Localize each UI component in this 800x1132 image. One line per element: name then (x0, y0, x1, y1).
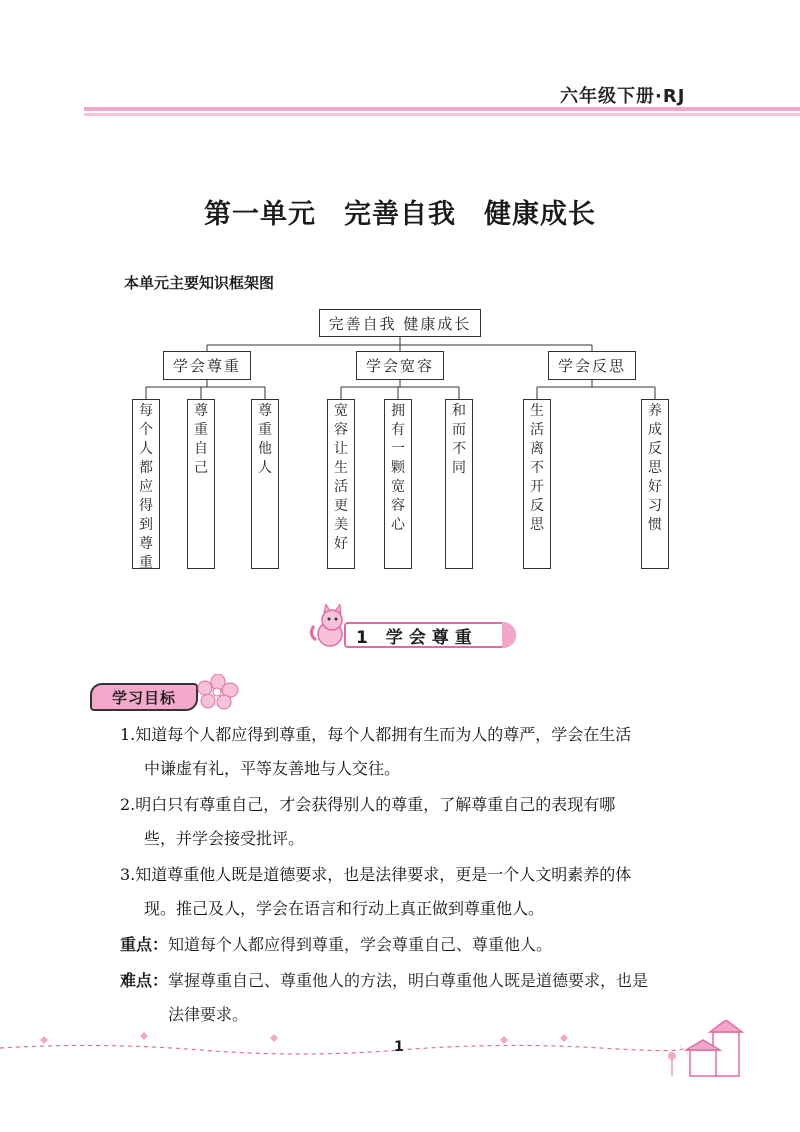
leaf-everyone-deserves-respect: 每个人都应得到尊重 (132, 399, 160, 569)
page-number: 1 (394, 1039, 404, 1055)
branch-tolerance: 学会宽容 (356, 351, 444, 380)
leaf-tolerant-heart: 拥有一颗宽容心 (384, 399, 412, 569)
framework-heading: 本单元主要知识框架图 (124, 274, 275, 292)
objective-2: 2.明白只有尊重自己，才会获得别人的尊重，了解尊重自己的表现有哪 些，并学会接受批评。 (120, 795, 616, 848)
unit-title: 第一单元 完善自我 健康成长 (204, 199, 596, 230)
section-tag-objectives: 学习目标 (90, 683, 198, 711)
leaf-life-needs-reflection: 生活离不开反思 (523, 399, 551, 569)
key-points-text: 知道每个人都应得到尊重，学会尊重自己、尊重他人。 (168, 935, 553, 954)
objective-3: 3.知道尊重他人既是道德要求，也是法律要求，更是一个人文明素养的体 现。推己及人，学会在语言和行动上真正做到尊重他人。 (120, 865, 632, 918)
objective-1: 1.知道每个人都应得到尊重，每个人都拥有生而为人的尊严，学会在生活 中谦虚有礼，平等友善地与人交往。 (120, 725, 632, 778)
lesson-title: 1 学会尊重 (356, 627, 478, 648)
book-label: 六年级下册·RJ (560, 86, 686, 107)
branch-reflection: 学会反思 (548, 351, 636, 380)
banner-tab (502, 622, 516, 648)
branch-respect: 学会尊重 (163, 351, 251, 380)
key-points-label: 重点： (120, 935, 169, 954)
flower-icon (196, 674, 240, 710)
difficulties: 难点：掌握尊重自己、尊重他人的方法，明白尊重他人既是道德要求，也是 法律要求。 (120, 971, 649, 1024)
leaf-reflection-habit: 养成反思好习惯 (641, 399, 669, 569)
difficulties-label: 难点： (120, 971, 169, 990)
leaf-self-respect: 尊重自己 (187, 399, 215, 569)
framework-root: 完善自我 健康成长 (319, 309, 481, 337)
leaf-tolerance-better-life: 宽容让生活更美好 (327, 399, 355, 569)
leaf-harmony-in-difference: 和而不同 (445, 399, 473, 569)
footer-decoration (0, 1020, 800, 1090)
leaf-respect-others: 尊重他人 (251, 399, 279, 569)
lesson-banner (344, 622, 516, 648)
key-points (120, 928, 730, 962)
